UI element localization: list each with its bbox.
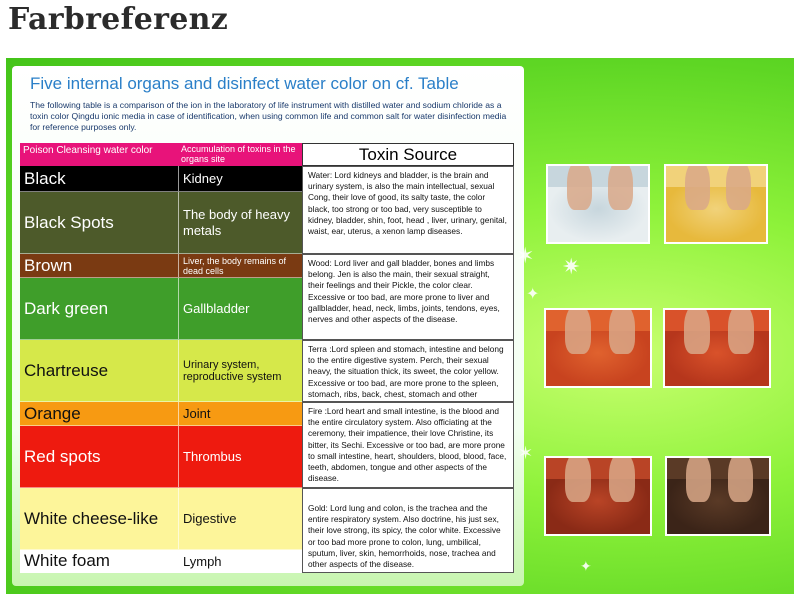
foot: [567, 164, 592, 210]
organ-cell: Thrombus: [178, 426, 302, 488]
foot: [728, 308, 754, 354]
color-cell: Chartreuse: [20, 340, 178, 402]
sparkle-icon: ✷: [562, 254, 581, 279]
foot-bath-photo: [665, 456, 771, 536]
sparkle-icon: ✶: [516, 243, 535, 268]
foot: [685, 164, 710, 210]
foot: [565, 456, 591, 502]
sparkle-icon: ✦: [526, 286, 540, 303]
sparkle-icon: ✦: [580, 558, 592, 574]
organ-cell: Gallbladder: [178, 278, 302, 340]
basin-water: [548, 187, 648, 242]
toxin-description: Wood: Lord liver and gall bladder, bones and limbs belong. Jen is also the main, their sexual straight, their feelings and their Pickle, the color clear. Excessive or too bad, are more prone to liver and gallbladder, head, neck, limbs, joints, tendons, eyes, nerves and other aspects of the disease.: [302, 254, 514, 340]
color-cell: Brown: [20, 254, 178, 278]
toxin-description: Terra :Lord spleen and stomach, intestine and belong to the entire digestive system. Perch, their sexual heavy, the situation thick, its sweet, the color yellow. Excessive or too bad, are more prone to the spleen, stomach, ribs, back, chest, stomach and other: [302, 340, 514, 402]
color-cell: Black: [20, 166, 178, 192]
foot: [684, 308, 710, 354]
color-cell: Red spots: [20, 426, 178, 488]
foot-bath-photo: [544, 308, 652, 388]
basin-water: [667, 479, 769, 534]
foot: [728, 456, 753, 502]
organ-cell: Lymph: [178, 550, 302, 573]
sparkle-icon: ✶: [518, 443, 534, 463]
organ-cell: The body of heavy metals: [178, 192, 302, 254]
toxin-color-table: [20, 143, 516, 573]
foot-bath-photo: [544, 456, 652, 536]
toxin-description: Gold: Lord lung and colon, is the trachea and the entire respiratory system. Also doctrine, his just sex, their love strong, its spicy, the color white. Excessive or too bad more prone to colon, lung, umbilical, sputum, liver, skin, hemorrhoids, nose, trachea and other aspects of the disease.: [302, 488, 514, 573]
color-cell: Orange: [20, 402, 178, 426]
poster-intro: The following table is a comparison of the ion in the laboratory of life instrument with distilled water and sodium chloride as a toxin color Qingdu ionic media in case of identification, when using common life and common salt for water disinfection media for reference purposes only.: [30, 100, 507, 132]
foot: [686, 456, 711, 502]
organ-cell: Urinary system, reproductive system: [178, 340, 302, 402]
foot: [609, 308, 635, 354]
color-cell: Black Spots: [20, 192, 178, 254]
header-toxin-source: Toxin Source: [302, 143, 514, 166]
header-water-color: Poison Cleansing water color: [20, 143, 178, 166]
toxin-description: Fire :Lord heart and small intestine, is the blood and the entire circulatory system. Also officiating at the ceremony, their impatience, their love Christine, its bitter, its Sechi. Excessive or too bad, are more prone to small intestine, heart, shoulders, blood, blood, face, teeth, abdomen, tongue and other aspects of the disease.: [302, 402, 514, 488]
organ-cell: Digestive: [178, 488, 302, 550]
color-reference-poster: [6, 58, 794, 594]
color-cell: Dark green: [20, 278, 178, 340]
foot-bath-photo: [663, 308, 771, 388]
foot-bath-photo: [664, 164, 768, 244]
foot: [609, 456, 635, 502]
organ-cell: Joint: [178, 402, 302, 426]
toxin-description: Water: Lord kidneys and bladder, is the brain and urinary system, is also the main intellectual, sexual Cong, their love of good, its salty taste, the color black, too strong or too bad, very susceptible to kidney, bladder, shin, foot, head , liver, urinary, genital, waist, ear, uterus, a xenon lamp diseases.: [302, 166, 514, 254]
header-organ-site: Accumulation of toxins in the organs site: [178, 143, 302, 166]
foot: [608, 164, 633, 210]
organ-cell: Liver, the body remains of dead cells: [178, 254, 302, 278]
organ-cell: Kidney: [178, 166, 302, 192]
color-cell: White foam: [20, 550, 178, 573]
page-title: Farbreferenz: [8, 2, 229, 37]
color-cell: White cheese-like: [20, 488, 178, 550]
foot: [726, 164, 751, 210]
poster-heading: Five internal organs and disinfect water color on cf. Table: [30, 74, 459, 93]
basin-water: [666, 187, 766, 242]
foot-bath-photo: [546, 164, 650, 244]
foot: [565, 308, 591, 354]
